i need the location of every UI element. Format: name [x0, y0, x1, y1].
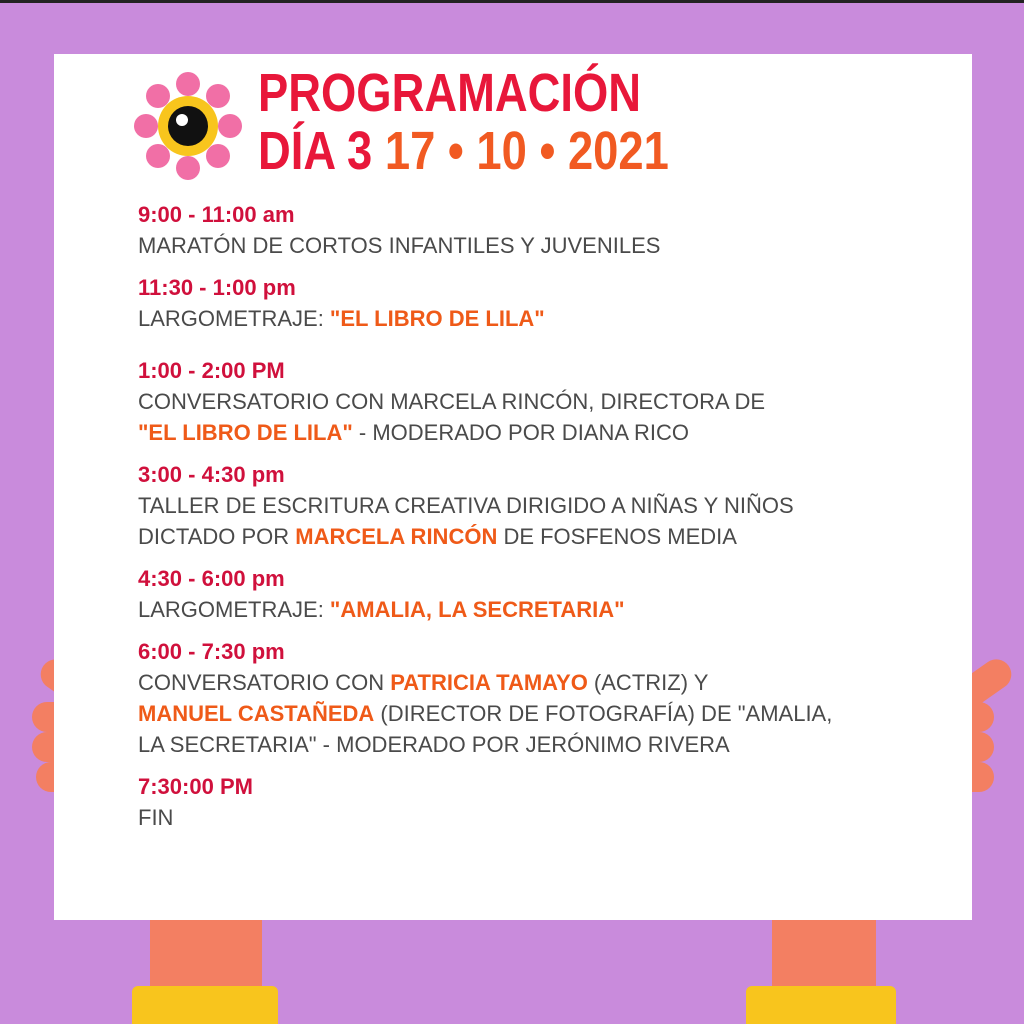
- description-text: LARGOMETRAJE:: [138, 306, 330, 331]
- highlighted-text: "AMALIA, LA SECRETARIA": [329, 597, 625, 622]
- schedule-time: 4:30 - 6:00 pm: [138, 566, 285, 591]
- highlighted-text: "EL LIBRO DE LILA": [138, 420, 353, 445]
- schedule-item: [138, 564, 928, 625]
- schedule-item: [138, 356, 928, 448]
- right-sleeve: [746, 986, 896, 1024]
- schedule-item: [138, 772, 928, 833]
- schedule-description-line: [138, 417, 928, 448]
- schedule-item: [138, 200, 928, 261]
- description-text: LARGOMETRAJE:: [138, 597, 330, 622]
- highlighted-text: "EL LIBRO DE LILA": [329, 306, 545, 331]
- description-text: FIN: [138, 805, 174, 830]
- title-day: DÍA 3: [258, 121, 373, 181]
- description-text: CONVERSATORIO CON MARCELA RINCÓN, DIRECTORA DE: [138, 389, 766, 414]
- left-sleeve: [132, 986, 278, 1024]
- schedule-list: [138, 200, 928, 833]
- highlighted-text: MARCELA RINCÓN: [295, 524, 498, 549]
- schedule-time: 9:00 - 11:00 am: [138, 202, 295, 227]
- page-title: [258, 64, 747, 180]
- schedule-description-line: [138, 386, 928, 417]
- description-text: (ACTRIZ) Y: [587, 670, 709, 695]
- schedule-time: 1:00 - 2:00 PM: [138, 358, 285, 383]
- title-date: 17 • 10 • 2021: [384, 121, 669, 181]
- title-date-line: [258, 122, 669, 180]
- description-text: TALLER DE ESCRITURA CREATIVA DIRIGIDO A NIÑAS Y NIÑOS: [138, 493, 794, 518]
- schedule-time: 3:00 - 4:30 pm: [138, 462, 285, 487]
- description-text: CONVERSATORIO CON: [138, 670, 391, 695]
- schedule-item: [138, 273, 928, 334]
- description-text: DICTADO POR: [138, 524, 296, 549]
- schedule-description-line: [138, 521, 928, 552]
- description-text: DE FOSFENOS MEDIA: [497, 524, 737, 549]
- schedule-time: 6:00 - 7:30 pm: [138, 639, 285, 664]
- schedule-description-line: [138, 729, 928, 760]
- schedule-time: 11:30 - 1:00 pm: [138, 275, 296, 300]
- schedule-item: [138, 637, 928, 760]
- schedule-description-line: [138, 667, 928, 698]
- schedule-item: [138, 460, 928, 552]
- description-text: - MODERADO POR DIANA RICO: [352, 420, 689, 445]
- flower-eye-logo-icon: [132, 70, 244, 182]
- schedule-description-line: [138, 303, 928, 334]
- highlighted-text: PATRICIA TAMAYO: [390, 670, 588, 695]
- description-text: MARATÓN DE CORTOS INFANTILES Y JUVENILES: [138, 233, 661, 258]
- title-programacion: PROGRAMACIÓN: [258, 63, 642, 123]
- schedule-description-line: [138, 802, 928, 833]
- schedule-description-line: [138, 490, 928, 521]
- schedule-description-line: [138, 594, 928, 625]
- highlighted-text: MANUEL CASTAÑEDA: [138, 701, 375, 726]
- top-border: [0, 0, 1024, 3]
- description-text: LA SECRETARIA" - MODERADO POR JERÓNIMO RIVERA: [138, 732, 730, 757]
- description-text: (DIRECTOR DE FOTOGRAFÍA) DE "AMALIA,: [374, 701, 833, 726]
- schedule-time: 7:30:00 PM: [138, 774, 253, 799]
- schedule-description-line: [138, 230, 928, 261]
- schedule-description-line: [138, 698, 928, 729]
